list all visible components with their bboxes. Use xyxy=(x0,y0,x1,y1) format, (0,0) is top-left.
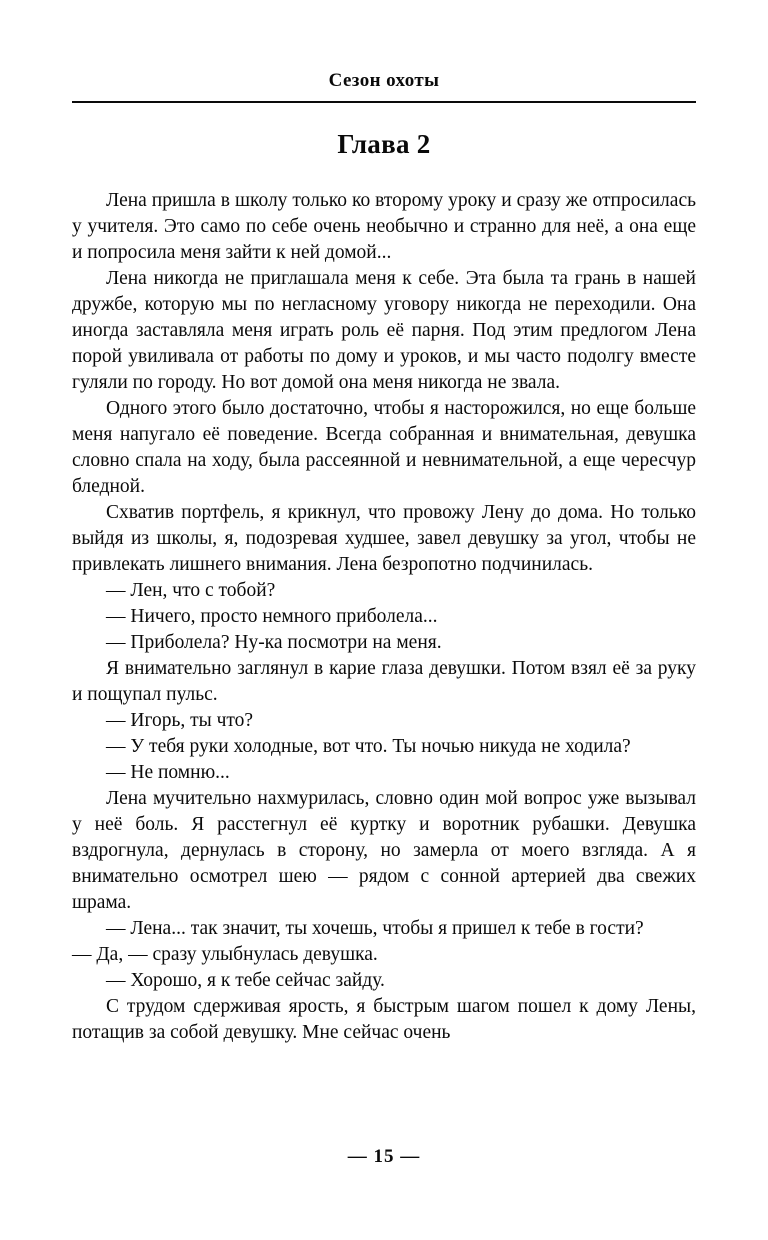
dialogue-line: — Лена... так значит, ты хочешь, чтобы я пришел к тебе в гости? xyxy=(106,918,644,939)
page-number: — 15 — xyxy=(347,1146,421,1167)
paragraph: Я внимательно заглянул в карие глаза девушки. Потом взял её за руку и пощупал пульс. xyxy=(72,658,696,705)
header-rule xyxy=(72,101,696,103)
paragraph: Лена никогда не приглашала меня к себе. Эта была та грань в нашей дружбе, которую мы по негласному уговору никогда не переходили. Она иногда заставляла меня играть роль её парня. Под этим предлогом Лена порой увиливала от работы по дому и уроков, и мы часто подолгу вместе гуляли по городу. Но вот домой она меня никогда не звала. xyxy=(72,268,696,393)
dialogue-line: — Ничего, просто немного приболела... xyxy=(106,606,438,627)
dialogue-line: — Не помню... xyxy=(106,762,230,783)
paragraph: Схватив портфель, я крикнул, что провожу Лену до дома. Но только выйдя из школы, я, подозревая худшее, завел девушку за угол, чтобы не привлекать лишнего внимания. Лена безропотно подчинилась. xyxy=(72,502,696,575)
body-text xyxy=(72,188,696,1046)
dialogue-line: — Игорь, ты что? xyxy=(106,710,254,731)
dialogue-line: — Да, — сразу улыбнулась девушка. xyxy=(72,944,378,965)
dialogue-line: — Хорошо, я к тебе сейчас зайду. xyxy=(106,970,385,991)
page-footer xyxy=(0,1146,768,1168)
chapter-title: Глава 2 xyxy=(337,129,431,159)
running-title: Сезон охоты xyxy=(328,70,440,91)
paragraph: Лена мучительно нахмурилась, словно один мой вопрос уже вызывал у неё боль. Я расстегнул её куртку и воротник рубашки. Девушка вздрогнула, дернулась в сторону, но замерла от моего взгляда. А я внимательно осмотрел шею — рядом с сонной артерией два свежих шрама. xyxy=(72,788,696,913)
dialogue-line: — У тебя руки холодные, вот что. Ты ночью никуда не ходила? xyxy=(106,736,631,757)
dialogue-line: — Приболела? Ну-ка посмотри на меня. xyxy=(106,632,442,653)
running-header xyxy=(72,70,696,103)
paragraph: Одного этого было достаточно, чтобы я насторожился, но еще больше меня напугало её поведение. Всегда собранная и внимательная, девушка словно спала на ходу, была рассеянной и невнимательной, а еще чересчур бледной. xyxy=(72,398,696,497)
paragraph: С трудом сдерживая ярость, я быстрым шагом пошел к дому Лены, потащив за собой девушку. Мне сейчас очень xyxy=(72,996,696,1043)
paragraph: Лена пришла в школу только ко второму уроку и сразу же отпросилась у учителя. Это само по себе очень необычно и странно для неё, а она еще и попросила меня зайти к ней домой... xyxy=(72,190,696,263)
dialogue-line: — Лен, что с тобой? xyxy=(106,580,276,601)
